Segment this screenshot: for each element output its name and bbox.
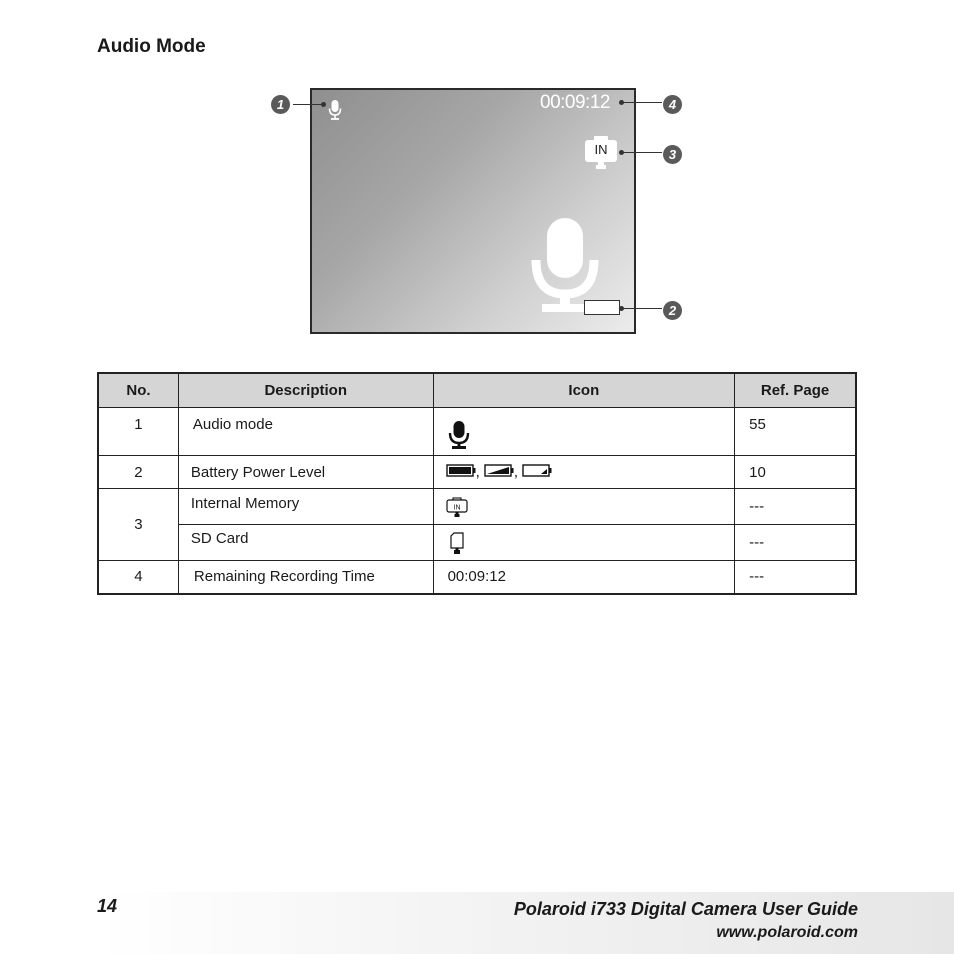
callout-2: 2 xyxy=(663,301,682,320)
internal-memory-label: IN xyxy=(594,142,608,157)
row-ref-page: --- xyxy=(749,498,765,515)
sd-card-icon xyxy=(434,525,735,560)
battery-full-icon xyxy=(446,464,476,481)
microphone-icon xyxy=(434,408,735,454)
remaining-time-display: 00:09:12 xyxy=(540,92,610,113)
header-icon: Icon xyxy=(433,373,735,408)
row-description: Battery Power Level xyxy=(190,463,326,481)
callout-3: 3 xyxy=(663,145,682,164)
row-ref-page: --- xyxy=(749,568,765,586)
page-number: 14 xyxy=(97,896,118,916)
header-ref-page: Ref. Page xyxy=(735,373,856,408)
guide-title: Polaroid i733 Digital Camera User Guide xyxy=(513,899,858,919)
row-no: 2 xyxy=(134,463,143,481)
row-ref-page: 10 xyxy=(749,463,766,481)
callout-1-dot xyxy=(321,102,326,107)
table-row xyxy=(98,525,856,561)
microphone-icon xyxy=(328,99,342,126)
callout-1-line xyxy=(293,104,323,105)
row-no: 4 xyxy=(134,568,143,586)
row-description: Audio mode xyxy=(192,416,273,433)
internal-memory-label: IN xyxy=(453,504,461,512)
callout-2-line xyxy=(622,308,662,309)
internal-memory-icon xyxy=(434,489,735,523)
row-icon-text: 00:09:12 xyxy=(447,568,506,586)
table-header-row xyxy=(98,373,856,408)
table-row xyxy=(98,456,856,489)
table-row xyxy=(98,489,856,525)
camera-screen-illustration xyxy=(310,88,636,334)
row-description: SD Card xyxy=(190,530,249,547)
icon-separator: , xyxy=(513,462,519,480)
callout-4-line xyxy=(622,102,662,103)
icon-reference-table xyxy=(97,372,857,595)
internal-memory-icon xyxy=(584,136,618,177)
callout-3-line xyxy=(622,152,662,153)
row-ref-page: --- xyxy=(749,534,765,551)
website-url: www.polaroid.com xyxy=(716,924,858,941)
table-row xyxy=(98,408,856,456)
battery-low-icon xyxy=(522,464,552,481)
callout-1: 1 xyxy=(271,95,290,114)
header-description: Description xyxy=(178,373,433,408)
row-no: 3 xyxy=(134,516,143,533)
battery-half-icon xyxy=(484,464,514,481)
callout-4: 4 xyxy=(663,95,682,114)
table-row xyxy=(98,561,856,594)
row-ref-page: 55 xyxy=(749,416,766,433)
icon-separator: , xyxy=(475,462,480,480)
row-no: 1 xyxy=(134,416,143,433)
page-title: Audio Mode xyxy=(97,36,206,57)
battery-level-box xyxy=(584,300,620,315)
header-no: No. xyxy=(98,373,178,408)
row-description: Internal Memory xyxy=(190,495,300,512)
row-description: Remaining Recording Time xyxy=(193,568,375,586)
